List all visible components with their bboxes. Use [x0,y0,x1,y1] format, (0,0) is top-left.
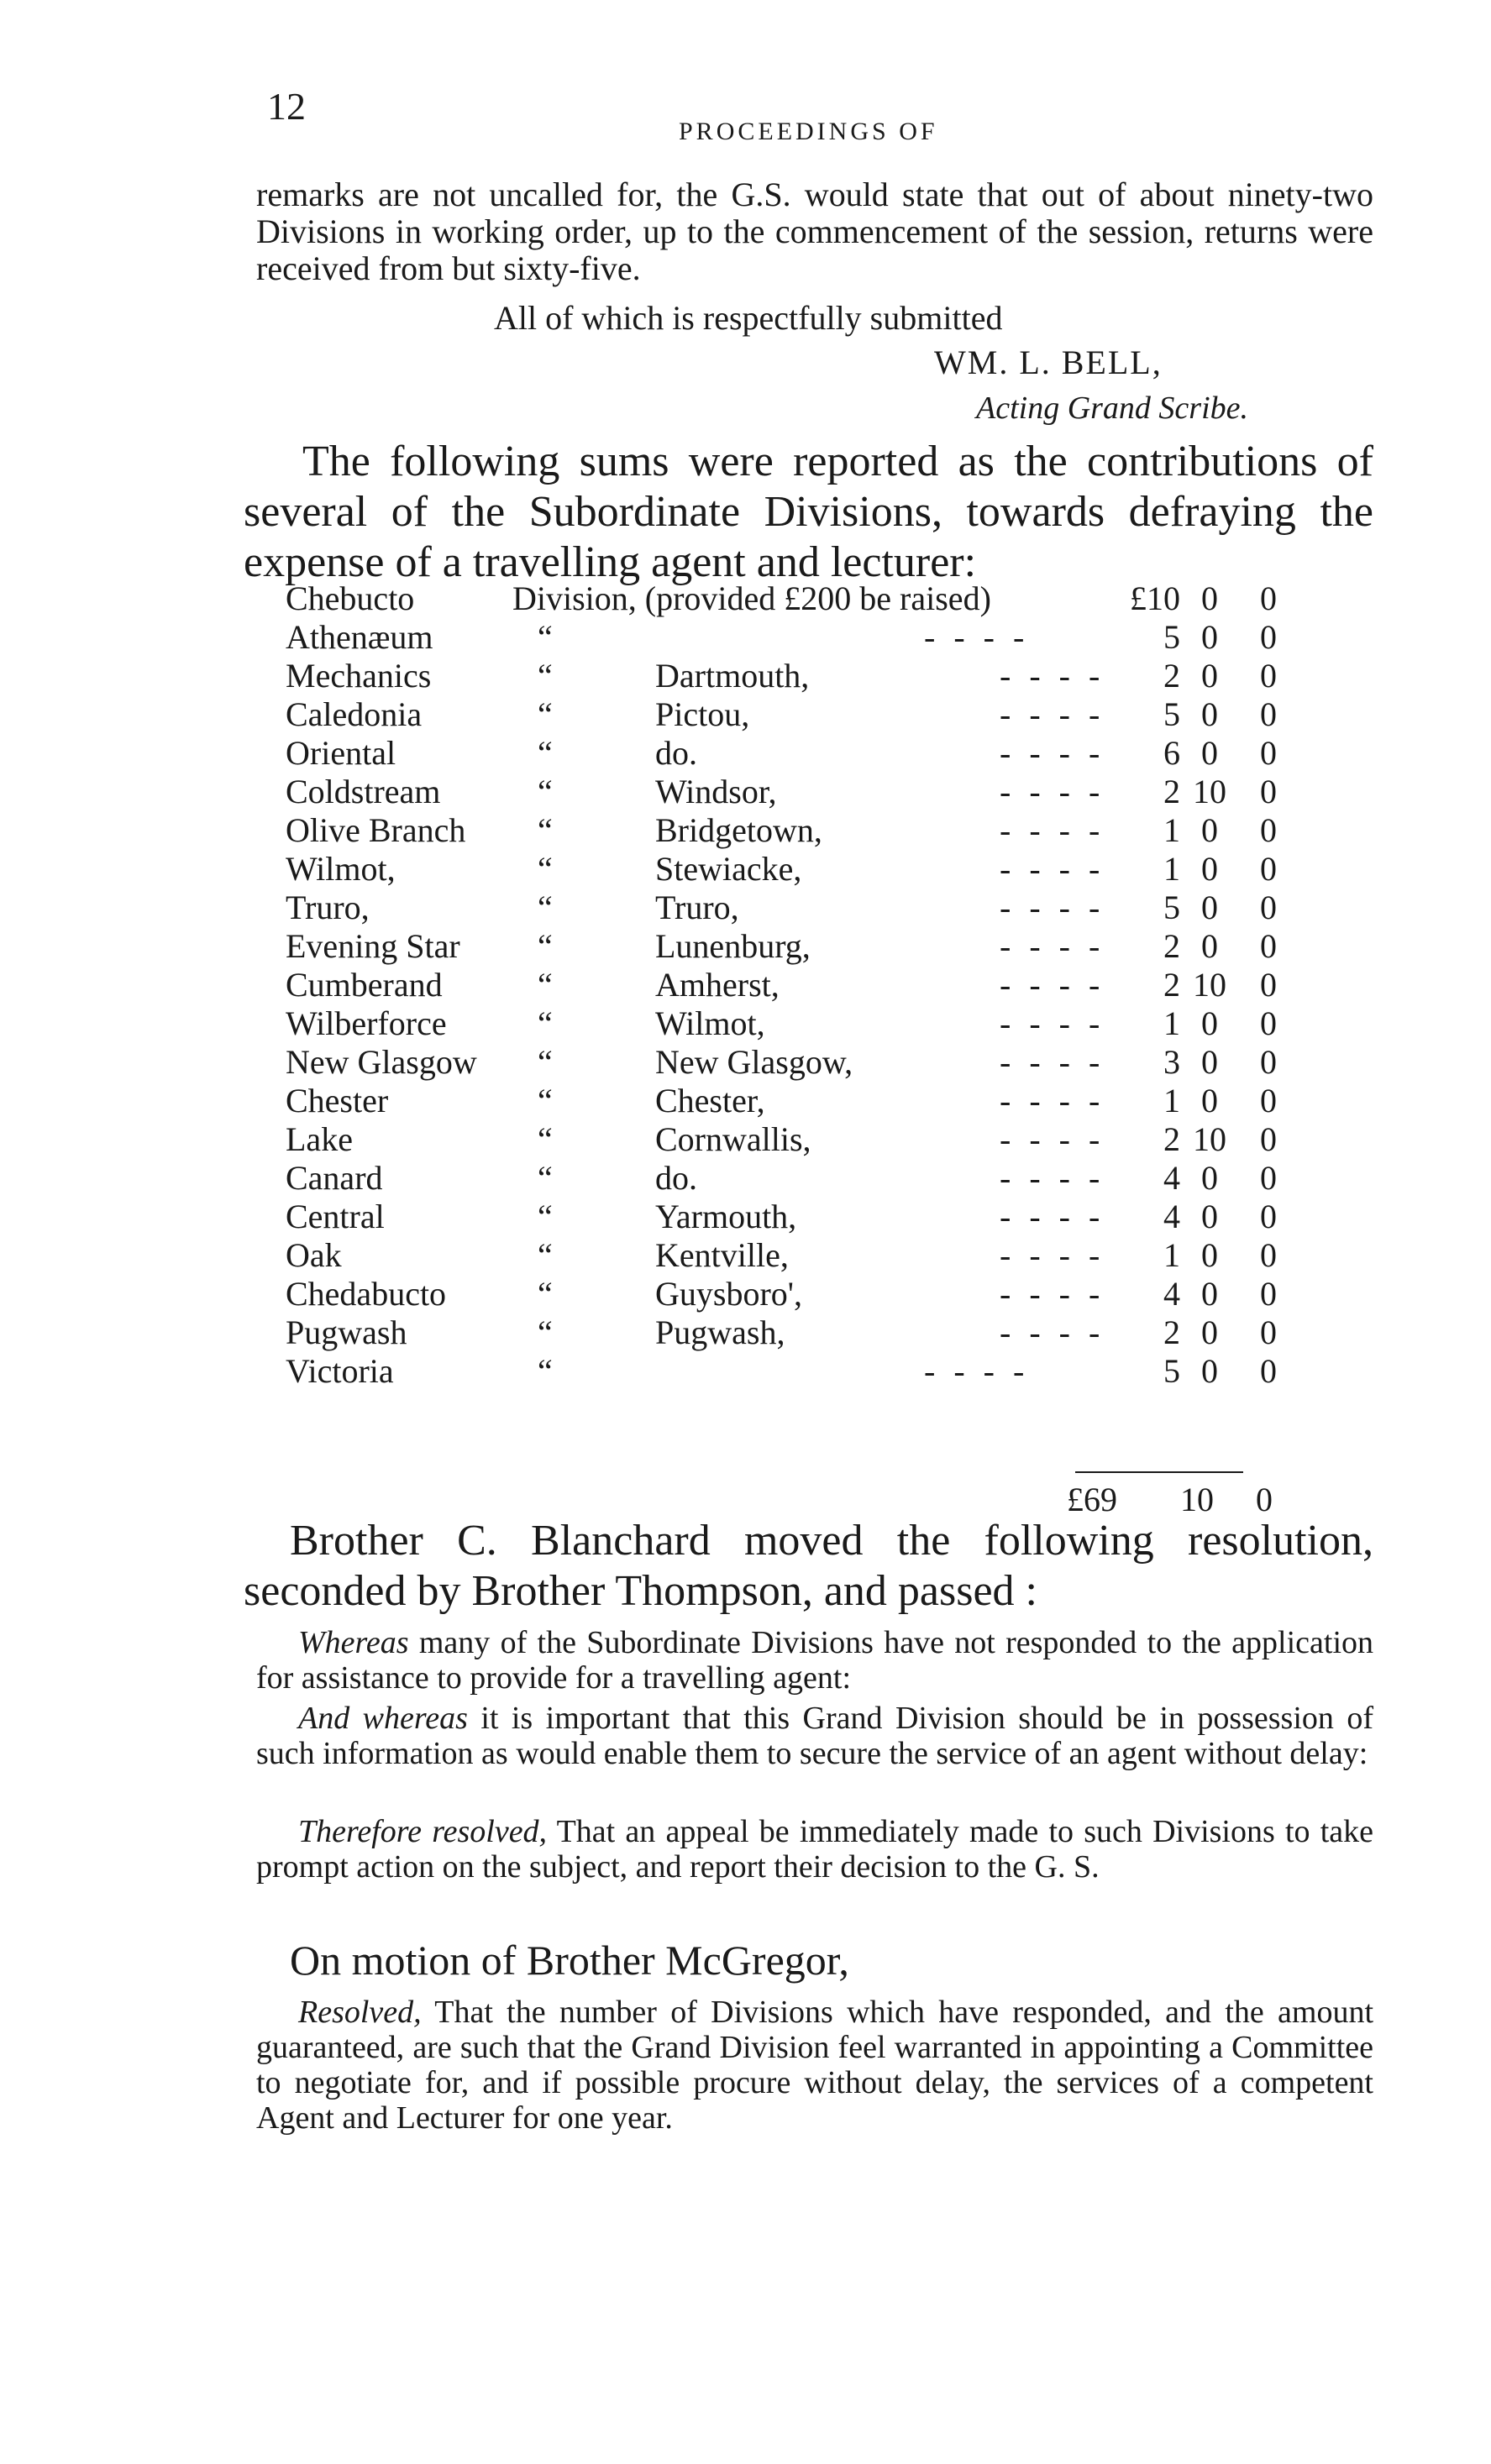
amount-pence: 0 [1260,1275,1277,1313]
amount-shillings: 0 [1201,734,1218,772]
contribution-row [286,1004,1344,1043]
contribution-row [286,1352,1344,1391]
contribution-amount [1088,1159,1348,1198]
contribution-amount [1088,966,1348,1004]
motion-blanchard: Brother C. Blanchard moved the following resolution, seconded by Brother Thompson, and passed : [244,1517,1373,1615]
contribution-amount [1088,695,1348,734]
ditto-mark: “ [538,850,553,888]
dot-leader: - - - - [1000,773,1105,810]
ditto-mark: “ [538,773,553,810]
contribution-amount [1088,579,1348,618]
contribution-amount [1088,889,1348,927]
amount-pounds: 4 [1163,1275,1180,1313]
division-location: Truro, [655,889,739,926]
division-note: Division, (provided £200 be raised) [512,579,991,617]
and-whereas-text: it is important that this Grand Division should be in possession of such information as would enable them to secure the service of an agent without delay: [256,1701,1373,1771]
amount-pounds: 5 [1163,695,1180,733]
amount-pence: 0 [1260,811,1277,849]
division-location: Cornwallis, [655,1120,811,1158]
division-location: Pictou, [655,695,750,733]
motion-mcgregor: On motion of Brother McGregor, [290,1937,849,1984]
division-name: Caledonia [286,695,423,733]
division-location: Pugwash, [655,1313,785,1351]
amount-pounds: 1 [1163,1236,1180,1274]
total-pounds: £69 [1067,1481,1117,1518]
contribution-row [286,927,1344,966]
amount-shillings: 10 [1193,966,1226,1004]
ditto-mark: “ [538,657,553,695]
division-location: Stewiacke, [655,850,802,888]
amount-pounds: 2 [1163,1120,1180,1158]
division-location: Guysboro', [655,1275,802,1313]
dot-leader: - - - - [924,618,1030,656]
dot-leader: - - - - [1000,966,1105,1004]
dot-leader: - - - - [1000,889,1105,926]
dot-leader: - - - - [1000,1275,1105,1313]
amount-pounds: 3 [1163,1043,1180,1081]
division-name: Coldstream [286,773,441,810]
amount-shillings: 0 [1201,850,1218,888]
resolved-clause [256,1995,1373,2136]
contribution-row [286,1082,1344,1120]
amount-pence: 0 [1260,734,1277,772]
amount-pounds: 6 [1163,734,1180,772]
therefore-lead: Therefore resolved, [298,1814,548,1849]
division-name: Olive Branch [286,811,466,849]
dot-leader: - - - - [1000,1004,1105,1042]
total-amount [1067,1480,1294,1519]
division-name: Central [286,1198,385,1235]
amount-pence: 0 [1260,1159,1277,1197]
contribution-row [286,657,1344,695]
division-name: Cumberand [286,966,443,1004]
whereas-clause [256,1625,1373,1696]
amount-pence: 0 [1260,618,1277,656]
contribution-row [286,695,1344,734]
amount-shillings: 0 [1201,579,1218,617]
resolved-text: That the number of Divisions which have responded, and the amount guaranteed, are such that the Grand Division feel warranted in appointing a Committee to negotiate for, and if possible procure without delay, the services of a competent Agent and Lecturer for one year. [256,1995,1373,2136]
amount-shillings: 0 [1201,889,1218,926]
running-head: PROCEEDINGS OF [679,118,938,145]
amount-pence: 0 [1260,1043,1277,1081]
division-name: Truro, [286,889,370,926]
contribution-row [286,734,1344,773]
contribution-row [286,1198,1344,1236]
therefore-clause [256,1814,1373,1885]
division-name: Pugwash [286,1313,407,1351]
ditto-mark: “ [538,927,553,965]
contribution-amount [1088,1043,1348,1082]
dot-leader: - - - - [1000,811,1105,849]
contribution-amount [1088,773,1348,811]
total-pence: 0 [1256,1481,1273,1518]
ditto-mark: “ [538,734,553,772]
signer-title: Acting Grand Scribe. [976,391,1249,426]
amount-pence: 0 [1260,1082,1277,1119]
amount-pence: 0 [1260,889,1277,926]
ditto-mark: “ [538,1159,553,1197]
dot-leader: - - - - [1000,1236,1105,1274]
amount-pence: 0 [1260,1120,1277,1158]
ditto-mark: “ [538,618,553,656]
dot-leader: - - - - [1000,1043,1105,1081]
division-name: Chester [286,1082,389,1119]
division-name: Chebucto [286,579,415,617]
intro-paragraph: remarks are not uncalled for, the G.S. would state that out of about ninety-two Divisions in working order, up to the commencement of the session, returns were received from but sixty-five. [256,176,1373,287]
total-shillings: 10 [1180,1481,1214,1518]
contribution-row [286,811,1344,850]
page-number: 12 [267,85,306,128]
contribution-row [286,773,1344,811]
amount-pounds: 2 [1163,773,1180,810]
amount-shillings: 10 [1193,773,1226,810]
amount-shillings: 0 [1201,657,1218,695]
submitted-line: All of which is respectfully submitted [494,299,1003,337]
amount-pounds: 5 [1163,1352,1180,1390]
contribution-amount [1088,1004,1348,1043]
division-name: Chedabucto [286,1275,447,1313]
division-location: Windsor, [655,773,777,810]
amount-pence: 0 [1260,1004,1277,1042]
amount-shillings: 0 [1201,811,1218,849]
amount-pence: 0 [1260,1352,1277,1390]
contribution-amount [1088,927,1348,966]
contribution-row [286,1043,1344,1082]
ditto-mark: “ [538,1275,553,1313]
amount-pounds: 2 [1163,966,1180,1004]
amount-shillings: 10 [1193,1120,1226,1158]
amount-shillings: 0 [1201,695,1218,733]
dot-leader: - - - - [1000,1159,1105,1197]
division-location: Amherst, [655,966,780,1004]
amount-pounds: 1 [1163,1004,1180,1042]
division-name: Wilmot, [286,850,396,888]
contribution-row [286,1275,1344,1313]
dot-leader: - - - - [1000,1120,1105,1158]
whereas-text: many of the Subordinate Divisions have not responded to the application for assistance to provide for a travelling agent: [256,1625,1373,1696]
amount-shillings: 0 [1201,927,1218,965]
contribution-row [286,1313,1344,1352]
dot-leader: - - - - [1000,657,1105,695]
contribution-row [286,966,1344,1004]
amount-pounds: 5 [1163,618,1180,656]
ditto-mark: “ [538,695,553,733]
dot-leader: - - - - [1000,734,1105,772]
amount-pounds: 5 [1163,889,1180,926]
contributions-intro: The following sums were reported as the contributions of several of the Subordinate Divisions, towards defraying the expense of a travelling agent and lecturer: [244,438,1373,586]
amount-shillings: 0 [1201,1159,1218,1197]
amount-pence: 0 [1260,1198,1277,1235]
amount-pounds: 1 [1163,850,1180,888]
contribution-amount [1088,1236,1348,1275]
total-rule [1075,1471,1243,1473]
dot-leader: - - - - [1000,850,1105,888]
ditto-mark: “ [538,1004,553,1042]
amount-pounds: £10 [1130,579,1180,617]
division-name: Mechanics [286,657,432,695]
amount-pence: 0 [1260,695,1277,733]
ditto-mark: “ [538,811,553,849]
division-location: Kentville, [655,1236,789,1274]
ditto-mark: “ [538,889,553,926]
amount-shillings: 0 [1201,1275,1218,1313]
dot-leader: - - - - [1000,927,1105,965]
division-location: New Glasgow, [655,1043,853,1081]
division-location: Yarmouth, [655,1198,797,1235]
division-location: do. [655,1159,697,1197]
amount-pounds: 2 [1163,1313,1180,1351]
amount-pence: 0 [1260,927,1277,965]
contribution-amount [1088,1313,1348,1352]
amount-pence: 0 [1260,579,1277,617]
amount-shillings: 0 [1201,1082,1218,1119]
division-name: Oak [286,1236,342,1274]
amount-pounds: 2 [1163,927,1180,965]
contribution-row [286,850,1344,889]
amount-shillings: 0 [1201,1236,1218,1274]
contribution-amount [1088,1275,1348,1313]
contribution-amount [1088,850,1348,889]
amount-shillings: 0 [1201,618,1218,656]
therefore-text: That an appeal be immediately made to such Divisions to take prompt action on the subject, and report their decision to the G. S. [256,1814,1373,1885]
dot-leader: - - - - [1000,695,1105,733]
ditto-mark: “ [538,966,553,1004]
contribution-amount [1088,811,1348,850]
contribution-amount [1088,1198,1348,1236]
signer-name: WM. L. BELL, [934,343,1163,381]
and-whereas-lead: And whereas [298,1701,468,1736]
ditto-mark: “ [538,1120,553,1158]
contribution-amount [1088,734,1348,773]
amount-pence: 0 [1260,966,1277,1004]
amount-shillings: 0 [1201,1313,1218,1351]
contribution-row [286,579,1344,618]
ditto-mark: “ [538,1082,553,1119]
division-location: do. [655,734,697,772]
ditto-mark: “ [538,1352,553,1390]
division-name: Oriental [286,734,396,772]
amount-shillings: 0 [1201,1198,1218,1235]
ditto-mark: “ [538,1236,553,1274]
contribution-row [286,1120,1344,1159]
contributions-table [286,579,1344,1391]
resolved-lead: Resolved, [298,1995,422,2030]
ditto-mark: “ [538,1198,553,1235]
division-name: Lake [286,1120,353,1158]
contribution-row [286,889,1344,927]
amount-pence: 0 [1260,773,1277,810]
ditto-mark: “ [538,1313,553,1351]
contribution-amount [1088,657,1348,695]
dot-leader: - - - - [924,1352,1030,1390]
amount-pounds: 1 [1163,1082,1180,1119]
amount-pence: 0 [1260,850,1277,888]
whereas-lead: Whereas [298,1625,409,1660]
contribution-row [286,1236,1344,1275]
division-location: Dartmouth, [655,657,810,695]
amount-shillings: 0 [1201,1352,1218,1390]
division-location: Bridgetown, [655,811,822,849]
amount-pence: 0 [1260,657,1277,695]
contribution-amount [1088,1082,1348,1120]
amount-pence: 0 [1260,1313,1277,1351]
dot-leader: - - - - [1000,1082,1105,1119]
and-whereas-clause [256,1701,1373,1771]
amount-shillings: 0 [1201,1004,1218,1042]
division-name: Wilberforce [286,1004,447,1042]
division-name: Victoria [286,1352,394,1390]
division-location: Chester, [655,1082,765,1119]
contribution-amount [1088,1120,1348,1159]
amount-pounds: 2 [1163,657,1180,695]
dot-leader: - - - - [1000,1313,1105,1351]
amount-shillings: 0 [1201,1043,1218,1081]
amount-pounds: 4 [1163,1159,1180,1197]
amount-pence: 0 [1260,1236,1277,1274]
contribution-row [286,1159,1344,1198]
division-name: Athenæum [286,618,433,656]
amount-pounds: 4 [1163,1198,1180,1235]
division-location: Lunenburg, [655,927,811,965]
division-name: Canard [286,1159,383,1197]
division-location: Wilmot, [655,1004,765,1042]
contribution-amount [1088,618,1348,657]
division-name: Evening Star [286,927,460,965]
dot-leader: - - - - [1000,1198,1105,1235]
division-name: New Glasgow [286,1043,477,1081]
contribution-amount [1088,1352,1348,1391]
amount-pounds: 1 [1163,811,1180,849]
ditto-mark: “ [538,1043,553,1081]
contribution-row [286,618,1344,657]
